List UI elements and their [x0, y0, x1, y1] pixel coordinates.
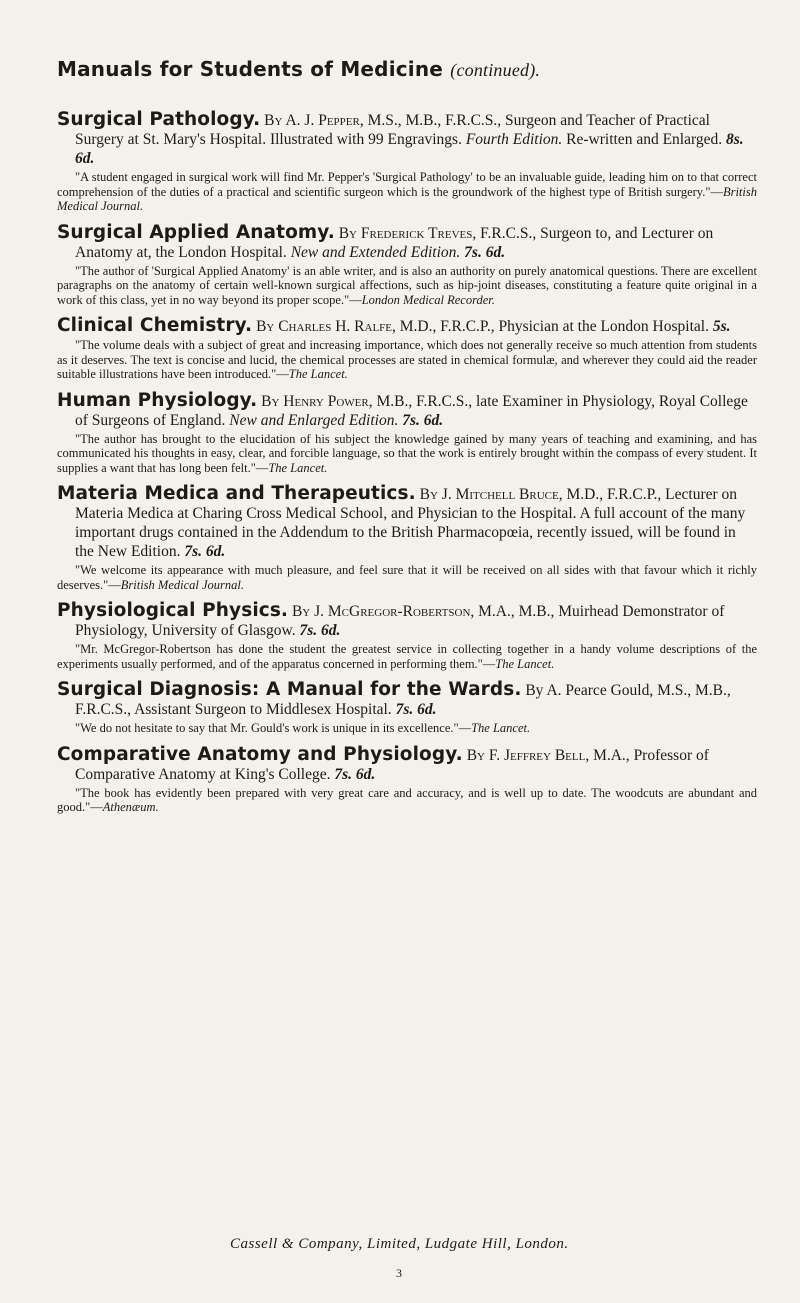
- quote-source: Athenæum.: [102, 800, 159, 814]
- book-entry: [57, 223, 757, 308]
- entry-price: 7s. 6d.: [299, 622, 341, 639]
- quote-source: London Medical Recorder.: [361, 292, 495, 307]
- entry-heading: [57, 316, 757, 336]
- entry-price: 7s. 6d.: [402, 411, 444, 429]
- entry-title: Human Physiology.: [57, 389, 258, 411]
- quote-text: "The book has evidently been prepared with very great care and accuracy, and is well up to date. The woodcuts are abundant and good."—: [57, 785, 757, 814]
- entry-author: By J. McGregor-Robertson,: [291, 603, 475, 620]
- page-number: 3: [396, 1266, 402, 1280]
- entry-edition: New and Enlarged Edition.: [229, 411, 399, 429]
- quote-text: "We do not hesitate to say that Mr. Gould's work is unique in its excellence."—: [75, 721, 472, 735]
- entry-description: M.A., M.B., Muirhead Demonstrator of Physiology, University of Glasgow.: [75, 603, 725, 639]
- publisher-line: Cassell & Company, Limited, Ludgate Hill, London.: [230, 1236, 569, 1252]
- entry-title: Surgical Pathology.: [57, 109, 261, 130]
- quote-source: The Lancet.: [268, 460, 328, 475]
- header-continued: (continued).: [450, 60, 541, 80]
- entry-title: Clinical Chemistry.: [57, 315, 253, 336]
- book-entry: [57, 680, 757, 736]
- entry-price: 8s. 6d.: [75, 131, 744, 167]
- entry-title: Surgical Diagnosis: A Manual for the Wards.: [57, 679, 522, 700]
- book-entry: [57, 601, 757, 671]
- entry-description: F.R.C.P., Lecturer on Materia Medica at Charing Cross Medical School, and Physician to the Hospital. A full account of the many important drugs contained in the Addendum to the British Pharmacopœia, recently issued, will be found in the New Edition.: [75, 486, 746, 560]
- entry-edition: New and Extended Edition.: [290, 243, 461, 261]
- book-entry: [57, 484, 757, 592]
- book-entry: [57, 110, 757, 214]
- entry-author: By Henry Power, M.B.,: [261, 392, 413, 410]
- entry-title: Comparative Anatomy and Physiology.: [57, 743, 463, 765]
- entry-heading: [57, 680, 757, 719]
- entry-edition: Fourth Edition.: [465, 131, 563, 148]
- entry-author: By Charles H. Ralfe, M.D.,: [256, 318, 437, 335]
- entry-heading: [57, 223, 757, 262]
- entry-description: F.R.C.P., Physician at the London Hospital.: [440, 318, 709, 335]
- entry-author: By Frederick Treves,: [338, 224, 477, 242]
- quote-source: British Medical Journal.: [57, 184, 757, 213]
- quote-text: "We welcome its appearance with much pleasure, and feel sure that it will be received on all sides with that favour which it richly deserves."—: [57, 563, 757, 592]
- quote-source: The Lancet.: [288, 367, 348, 381]
- page-header: [57, 57, 540, 81]
- review-quote: [57, 432, 757, 476]
- review-quote: [57, 563, 757, 592]
- quote-text: "The author of 'Surgical Applied Anatomy' is an able writer, and is also an authority on purely anatomical questions. There are excellent paragraphs on the anatomy of certain well-known surgical affections, such as hip-joint diseases, constituting a feature quite original in a work of this class, yet in no way beyond its proper scope."—: [57, 263, 757, 307]
- quote-source: The Lancet.: [495, 656, 555, 671]
- quote-source: British Medical Journal.: [120, 577, 245, 592]
- quote-source: The Lancet.: [471, 721, 531, 735]
- quote-text: "Mr. McGregor-Robertson has done the student the greatest service in collecting together in a handy volume descriptions of the experiments usually performed, and of the apparatus concerned in performing them."—: [57, 642, 757, 671]
- quote-text: "A student engaged in surgical work will find Mr. Pepper's 'Surgical Pathology' to be an invaluable guide, leading him on to that correct comprehension of the duties of a practical and scientific surgeon which is the groundwork of the highest type of British surgery."—: [57, 170, 757, 199]
- entry-price: 7s. 6d.: [184, 543, 226, 560]
- entry-heading: [57, 484, 757, 561]
- review-quote: [57, 642, 757, 671]
- entry-heading: [57, 745, 757, 784]
- book-entry: [57, 391, 757, 476]
- entry-author: By J. Mitchell Bruce, M.D.,: [419, 486, 604, 503]
- quote-text: "The author has brought to the elucidation of his subject the knowledge gained by many years of teaching and examining, and has communicated his thoughts in easy, clear, and forcible language, so that the work is entirely brought within the compass of every student. It supplies a want that has long been felt."—: [57, 431, 757, 475]
- entry-price: 5s.: [712, 318, 731, 335]
- entry-title: Materia Medica and Therapeutics.: [57, 483, 416, 504]
- entry-author: By A. J. Pepper, M.S., M.B.,: [264, 112, 442, 129]
- entry-price: 7s. 6d.: [464, 243, 506, 261]
- entry-title: Physiological Physics.: [57, 600, 289, 621]
- book-entry: [57, 316, 757, 382]
- review-quote: [57, 721, 757, 736]
- entry-price: 7s. 6d.: [334, 765, 376, 783]
- entry-description: F.R.C.S., Surgeon to, and Lecturer on Anatomy at, the London Hospital.: [75, 224, 714, 261]
- review-quote: [57, 786, 757, 815]
- entry-price: 7s. 6d.: [395, 701, 437, 718]
- book-entry: [57, 745, 757, 815]
- entry-heading: [57, 601, 757, 640]
- entry-description: Professor of Comparative Anatomy at King's College.: [75, 746, 709, 783]
- review-quote: [57, 264, 757, 308]
- entry-author: By F. Jeffrey Bell, M.A.,: [466, 746, 630, 764]
- entry-description: F.R.C.S., late Examiner in Physiology, Royal College of Surgeons of England.: [75, 392, 748, 429]
- entry-description-extra: Re-written and Enlarged.: [566, 131, 723, 148]
- entry-heading: [57, 110, 757, 168]
- entry-description: By A. Pearce Gould, M.S., M.B., F.R.C.S., Assistant Surgeon to Middlesex Hospital.: [75, 682, 731, 718]
- review-quote: [57, 338, 757, 382]
- entry-heading: [57, 391, 757, 430]
- header-title: Manuals for Students of Medicine: [57, 57, 444, 81]
- entry-description: F.R.C.S., Surgeon and Teacher of Practical Surgery at St. Mary's Hospital. Illustrated with 99 Engravings.: [75, 112, 710, 148]
- entry-title: Surgical Applied Anatomy.: [57, 221, 335, 243]
- review-quote: [57, 170, 757, 214]
- book-entries: [57, 110, 757, 824]
- quote-text: "The volume deals with a subject of great and increasing importance, which does not generally receive so much attention from students as it deserves. The text is concise and lucid, the chemical processes are stated in chemical formulæ, and wherever they could aid the reader suitable illustrations have been introduced."—: [57, 338, 757, 381]
